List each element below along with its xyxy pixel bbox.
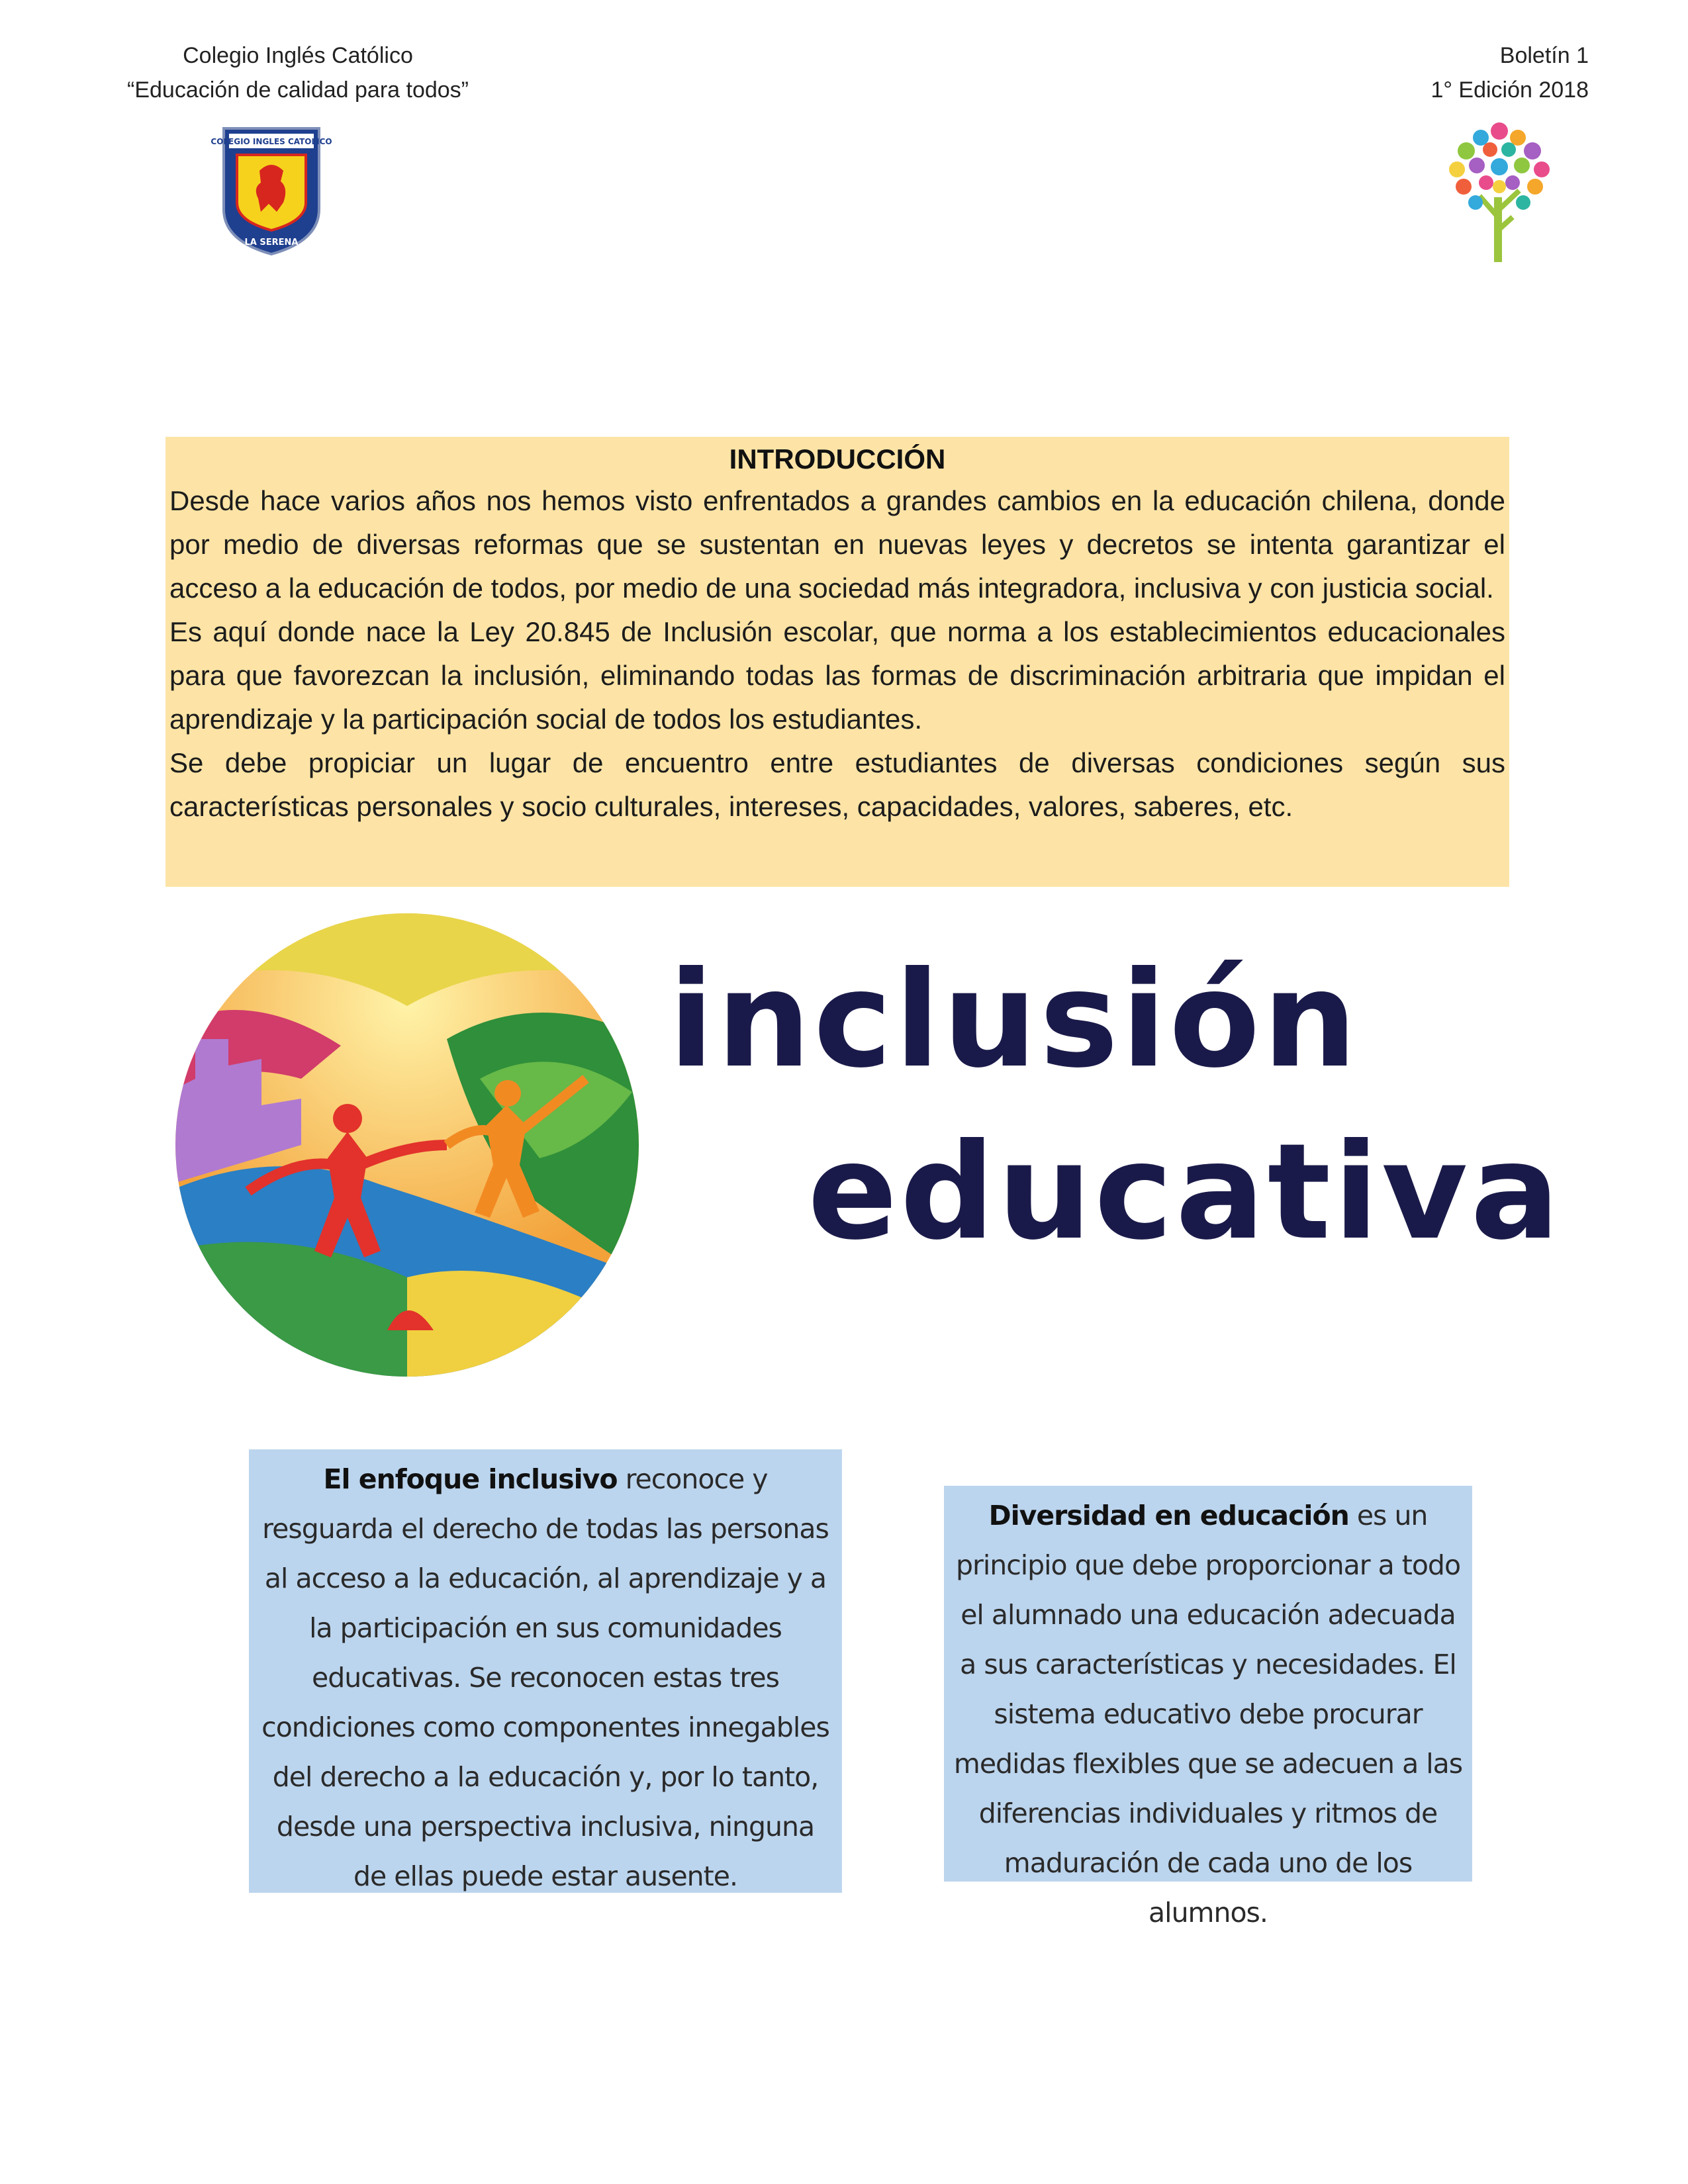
tree-of-hands-icon <box>1433 118 1566 263</box>
diversity-box <box>944 1486 1472 1929</box>
lion-icon <box>256 165 285 212</box>
wordmark-line-2: educativa <box>808 1115 1563 1269</box>
inclusion-educativa-wordmark <box>662 943 1563 1284</box>
diversity-heading: Diversidad en educación <box>988 1500 1349 1531</box>
edition-year: 1° Edición 2018 <box>1430 77 1589 103</box>
introduction-title: INTRODUCCIÓN <box>729 443 946 475</box>
intro-paragraph-2: Es aquí donde nace la Ley 20.845 de Inclusión escolar, que norma a los establecimientos educacionales para que favorezcan la inclusión, eliminando todas las formas de discriminación arbitraria que impidan el aprendizaje y la participación social de todos los estudiantes. <box>169 616 1505 735</box>
shield-top-text: COLEGIO INGLES CATOLICO <box>211 137 332 146</box>
school-name: Colegio Inglés Católico <box>183 43 413 68</box>
inclusive-approach-heading: El enfoque inclusivo <box>323 1463 618 1495</box>
bulletin-number: Boletín 1 <box>1499 43 1589 68</box>
shield-bottom-text: LA SERENA <box>244 238 299 248</box>
inclusive-approach-text: reconoce y resguarda el derecho de todas las personas al acceso a la educación, al aprendizaje y a la participación en sus comunidades educativas. Se reconocen estas tres condiciones como componentes innegables del derecho a la educación y, por lo tanto, desde una perspectiva inclusiva, ninguna de ellas puede estar ausente. <box>261 1463 829 1892</box>
inclusive-approach-box <box>249 1449 842 1893</box>
inclusion-illustration <box>169 907 645 1383</box>
school-motto: “Educación de calidad para todos” <box>127 77 469 103</box>
intro-paragraph-3: Se debe propiciar un lugar de encuentro entre estudiantes de diversas condiciones según sus características personales y socio culturales, intereses, capacidades, valores, saberes, etc. <box>169 747 1505 822</box>
intro-paragraph-1: Desde hace varios años nos hemos visto enfrentados a grandes cambios en la educación chilena, donde por medio de diversas reformas que se sustentan en nuevas leyes y decretos se intenta garantizar el acceso a la educación de todos, por medio de una sociedad más integradora, inclusiva y con justicia social. <box>169 485 1505 604</box>
diversity-text: es un principio que debe proporcionar a todo el alumnado una educación adecuada a sus características y necesidades. El sistema educativo debe procurar medidas flexibles que se adecuen a las diferencias individuales y ritmos de maduración de cada uno de los alumnos. <box>953 1500 1463 1929</box>
header-right <box>1430 38 1589 107</box>
school-shield-logo <box>211 124 332 257</box>
introduction-box <box>165 437 1509 887</box>
header-left <box>99 38 496 107</box>
wordmark-line-1: inclusión <box>669 943 1360 1097</box>
